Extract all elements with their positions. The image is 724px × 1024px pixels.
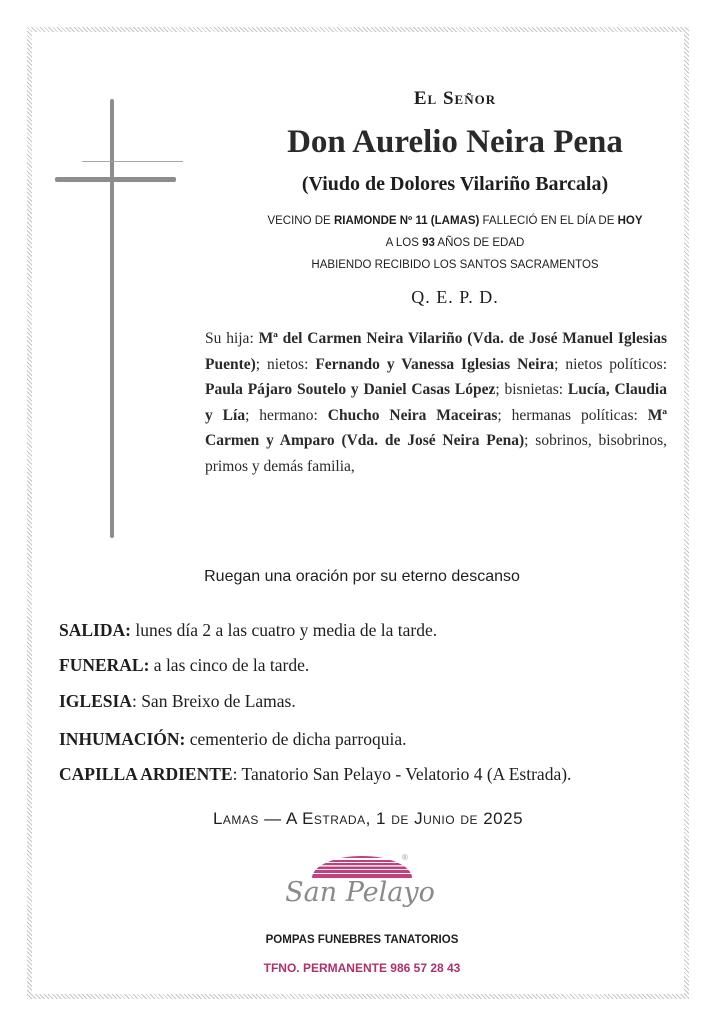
widowhood-note: (Viudo de Dolores Vilariño Barcala) [301, 173, 609, 195]
iglesia-label: IGLESIA [59, 691, 132, 711]
place-and-date: Lamas — A Estrada, 1 de Junio de 2025 [212, 809, 524, 828]
residence-address: RIAMONDE Nº 11 (LAMAS) [333, 215, 480, 227]
family-member-names: Paula Pájaro Soutelo y Daniel Casas López [205, 381, 496, 398]
family-member-names: Fernando y Vanessa Iglesias Neira [315, 355, 555, 373]
title-prefix: El Señor [413, 88, 497, 109]
cross-thin-line [82, 161, 183, 162]
residence-text-a: VECINO DE [267, 215, 334, 227]
iglesia-line [59, 691, 296, 712]
capilla-line [59, 764, 571, 785]
family-relation-text: ; sobrinos, bisobrinos, primos y demás familia, [205, 432, 667, 475]
family-paragraph [205, 326, 667, 479]
inhumacion-text: cementerio de dicha parroquia. [185, 729, 407, 749]
funeral-text: a las cinco de la tarde. [149, 655, 310, 675]
funeral-services: POMPAS FUNEBRES TANATORIOS [265, 934, 459, 946]
qepd: Q. E. P. D. [411, 287, 499, 307]
cross-horizontal-bar [55, 177, 176, 182]
funeral-label: FUNERAL: [59, 655, 150, 675]
capilla-label: CAPILLA ARDIENTE [59, 764, 233, 784]
prayer-request: Ruegan una oración por su eterno descanso [204, 568, 520, 585]
residence-line [170, 215, 724, 227]
family-relation-text: ; bisnietas: [495, 381, 568, 398]
family-member-names: Chucho Neira Maceiras [327, 406, 498, 424]
family-member-names: Mª del Carmen Neira Vilariño (Vda. de José Manuel Iglesias Puente) [205, 330, 667, 373]
inhumacion-line [59, 729, 406, 750]
family-relation-text: ; nietos: [255, 355, 316, 373]
iglesia-text: : San Breixo de Lamas. [131, 691, 296, 711]
salida-text: lunes día 2 a las cuatro y media de la tarde. [130, 620, 438, 640]
registered-mark: ® [402, 853, 408, 862]
age-line [170, 237, 724, 249]
death-day: HOY [617, 215, 643, 227]
age-text-c: AÑOS DE EDAD [434, 237, 525, 249]
family-member-names: Mª Carmen y Amparo (Vda. de José Neira Pena) [205, 406, 667, 449]
family-relation-text: Su hija: [205, 330, 259, 347]
residence-text-c: FALLECIÓ EN EL DÍA DE [479, 215, 618, 227]
age-text-a: A LOS [385, 237, 423, 249]
salida-label: SALIDA: [59, 620, 131, 640]
capilla-text: : Tanatorio San Pelayo - Velatorio 4 (A Estrada). [232, 764, 572, 784]
sacraments-line: HABIENDO RECIBIDO LOS SANTOS SACRAMENTOS [311, 259, 599, 271]
deceased-name: Don Aurelio Neira Pena [287, 124, 623, 160]
family-relation-text: ; nietos políticos: [554, 355, 668, 373]
cross-vertical-bar [110, 99, 114, 538]
logo-wordmark: San Pelayo [285, 877, 435, 908]
family-member-names: Lucía, Claudia y Lía [205, 381, 667, 424]
age-value: 93 [422, 237, 435, 249]
inhumacion-label: INHUMACIÓN: [59, 729, 186, 749]
funeral-line [59, 655, 309, 676]
family-relation-text: ; hermano: [245, 406, 328, 424]
salida-line [59, 620, 437, 641]
permanent-phone: TFNO. PERMANENTE 986 57 28 43 [263, 961, 461, 975]
family-relation-text: ; hermanas políticas: [497, 406, 648, 424]
